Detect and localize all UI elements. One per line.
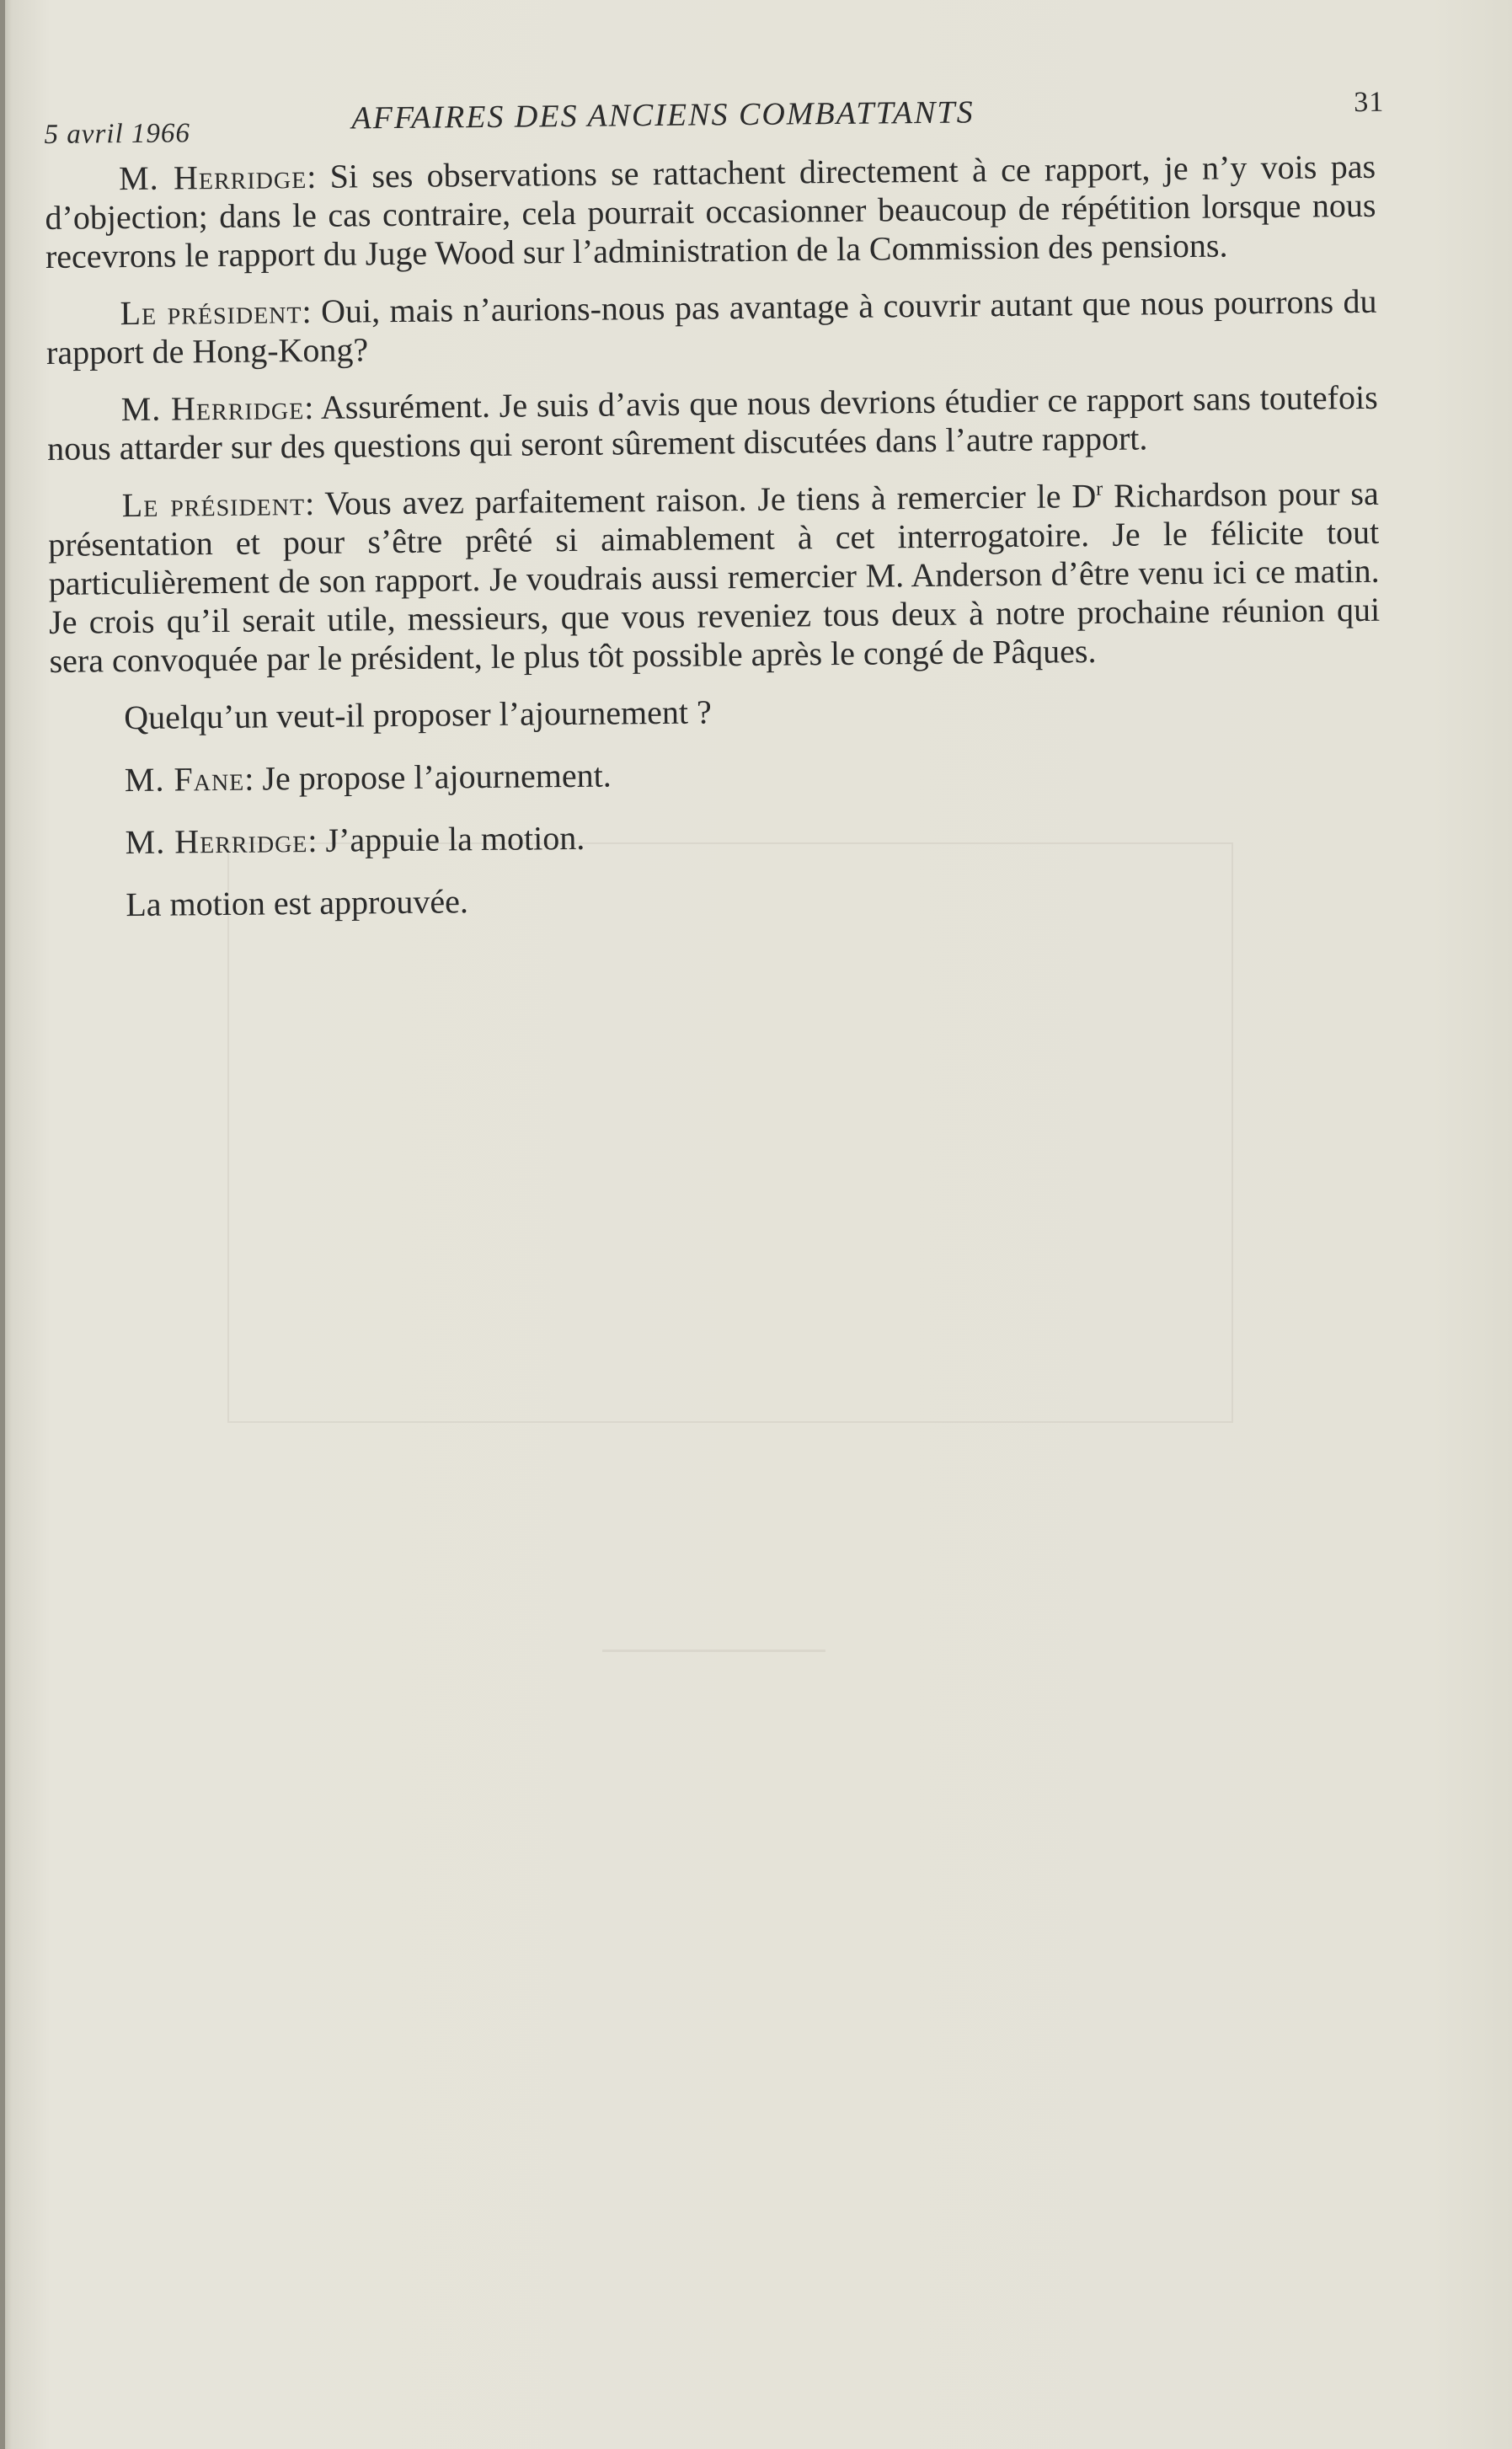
line-text: Je propose l’ajournement. [254, 756, 612, 798]
speaker-separator: : [302, 291, 312, 331]
motion-approved [51, 874, 1382, 925]
speaker-separator: : [307, 821, 318, 860]
running-head [44, 72, 1385, 160]
speaker-separator: : [304, 388, 314, 427]
binding-gutter [0, 0, 5, 2449]
paragraph-herridge-2 [46, 378, 1378, 468]
paragraph-text: Oui, mais n’aurions-nous pas avantage à couvrir autant que nous pourrons du rapport de Hong-Kong? [45, 281, 1377, 372]
running-head-title: AFFAIRES DES ANCIENS COMBATTANTS [351, 94, 975, 136]
speaker-name: M. Fane [124, 759, 245, 799]
page-content [44, 72, 1383, 949]
paragraph-president-1 [45, 282, 1377, 372]
adjournment-question [50, 687, 1381, 738]
speaker-separator: : [306, 157, 317, 196]
fane-motion [51, 749, 1381, 800]
speaker-name: Le président [120, 292, 302, 333]
paragraph-text: Richardson pour sa présentation et pour s’être prêté si aimablement à cet interrogatoire. Je le félicite tout particulièrement de son rapport. Je voudrais aussi remercier M. Anderson d’être venu ici ce matin. Je crois qu’il serait utile, messieurs, que vous reveniez tous deux à notre prochaine réunion qui sera convoquée par le président, le plus tôt possible après le congé de Pâques. [48, 473, 1381, 680]
running-head-date: 5 avril 1966 [44, 118, 191, 150]
speaker-name: M. Herridge [125, 821, 308, 862]
paragraph-text: Assurément. Je suis d’avis que nous devrions étudier ce rapport sans toutefois nous attarder sur des questions qui seront sûrement discutées dans l’autre rapport. [46, 377, 1378, 468]
paragraph-herridge-1 [45, 147, 1376, 276]
paragraph-president-2 [48, 474, 1381, 681]
superscript-abbrev: r [1096, 478, 1103, 500]
line-text: La motion est approuvée. [126, 882, 469, 924]
herridge-seconds [51, 811, 1381, 863]
page-number: 31 [1354, 86, 1385, 119]
speaker-name: M. Herridge [118, 158, 307, 198]
speaker-name: Le président [121, 484, 306, 525]
line-text: J’appuie la motion. [317, 818, 585, 859]
paragraph-text: Si ses observations se rattachent directement à ce rapport, je n’y vois pas d’objection; dans le cas contraire, cela pourrait occasionner beaucoup de répétition lorsque nous recevrons le rapport du Juge Wood sur l’administration de la Commission des pensions. [45, 147, 1376, 275]
speaker-separator: : [244, 759, 254, 798]
line-text: Quelqu’un veut-il proposer l’ajournement ? [124, 692, 712, 737]
speaker-separator: : [304, 484, 315, 523]
show-through-rule [602, 1650, 825, 1652]
paragraph-text-start: Vous avez parfaitement raison. Je tiens à remercier le D [314, 477, 1097, 522]
speaker-name: M. Herridge [120, 388, 305, 429]
